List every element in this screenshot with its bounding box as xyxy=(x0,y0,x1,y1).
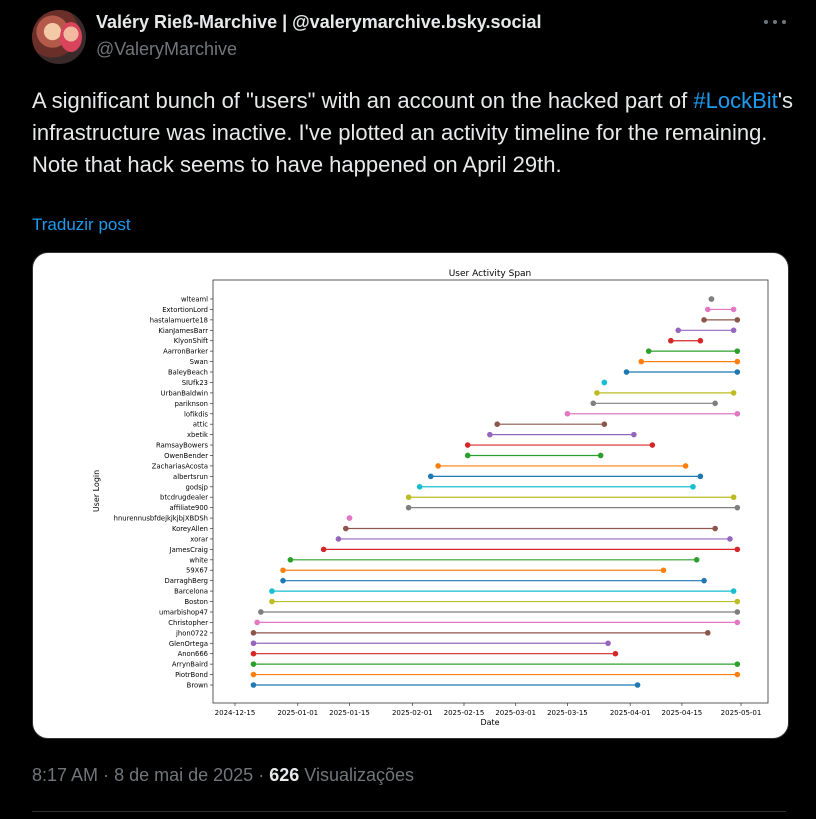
end-point-ZachariasAcosta xyxy=(683,463,689,469)
start-point-Christopher xyxy=(254,620,260,626)
post-meta xyxy=(32,765,414,786)
series-layer xyxy=(251,296,740,688)
end-point-JamesCraig xyxy=(735,547,741,553)
end-point-ArrynBaird xyxy=(735,661,741,667)
end-point-pariknson xyxy=(712,401,718,407)
x-ticks xyxy=(215,703,762,717)
end-point-jhon0722 xyxy=(705,630,711,636)
start-point-59X67 xyxy=(280,567,286,573)
y-tick-labels xyxy=(114,296,213,690)
hashtag-link[interactable]: #LockBit xyxy=(693,88,778,113)
start-point-KoreyAllen xyxy=(343,526,349,532)
y-axis-label: User Login xyxy=(92,469,101,513)
y-tick-label: ArrynBaird xyxy=(171,660,208,669)
y-tick-label: Boston xyxy=(184,598,208,607)
activity-chart xyxy=(33,253,788,738)
y-tick-label: pariknson xyxy=(174,399,208,408)
more-options-icon[interactable] xyxy=(764,14,786,30)
x-tick-label: 2025-01-15 xyxy=(329,709,370,717)
y-tick-label: lofikdis xyxy=(183,410,208,419)
end-point-xbetik xyxy=(631,432,637,438)
end-point-UrbanBaldwin xyxy=(731,390,737,396)
y-tick-label: Barcelona xyxy=(174,587,208,596)
y-tick-label: umarbishop47 xyxy=(158,608,208,617)
start-point-Anon666 xyxy=(251,651,257,657)
meta-separator: · xyxy=(103,765,110,785)
end-point-DarraghBerg xyxy=(701,578,707,584)
y-tick-label: xorar xyxy=(190,535,208,544)
end-point-lofikdis xyxy=(735,411,741,417)
start-point-xbetik xyxy=(487,432,493,438)
y-tick-label: JamesCraig xyxy=(169,545,208,554)
end-point-white xyxy=(694,557,700,563)
start-point-xorar xyxy=(336,536,342,542)
end-point-albertsrun xyxy=(698,474,704,480)
start-point-affiliate900 xyxy=(406,505,412,511)
start-point-Brown xyxy=(251,682,257,688)
start-point-GlenOrtega xyxy=(251,640,257,646)
end-point-hastalamuerte18 xyxy=(735,317,741,323)
x-tick-label: 2025-04-01 xyxy=(609,709,651,717)
start-point-albertsrun xyxy=(428,474,434,480)
x-tick-label: 2025-01-01 xyxy=(277,709,319,717)
translate-post-link[interactable]: Traduzir post xyxy=(32,215,131,234)
end-point-KoreyAllen xyxy=(712,526,718,532)
y-tick-label: white xyxy=(189,556,208,565)
y-tick-label: ExtortionLord xyxy=(162,305,208,314)
y-tick-label: btcdrugdealer xyxy=(160,493,208,502)
x-tick-label: 2025-02-01 xyxy=(391,709,433,717)
y-tick-label: GlenOrtega xyxy=(168,639,208,648)
start-point-ExtortionLord xyxy=(705,307,711,313)
start-point-UrbanBaldwin xyxy=(594,390,600,396)
start-point-attic xyxy=(494,421,500,427)
end-point-BaleyBeach xyxy=(735,369,741,375)
start-point-DarraghBerg xyxy=(280,578,286,584)
end-point-btcdrugdealer xyxy=(731,494,737,500)
start-point-umarbishop47 xyxy=(258,609,264,615)
start-point-OwenBender xyxy=(465,453,471,459)
y-tick-label: 59X67 xyxy=(186,566,208,575)
x-tick-label: 2025-05-01 xyxy=(720,709,762,717)
start-point-KlyonShift xyxy=(668,338,674,344)
y-tick-label: hnurennusbfdejkjkjbjXBDSh xyxy=(113,514,208,523)
x-tick-label: 2024-12-15 xyxy=(214,709,256,717)
end-point-OwenBender xyxy=(598,453,604,459)
start-point-ArrynBaird xyxy=(251,661,257,667)
y-tick-label: AarronBarker xyxy=(163,347,208,356)
start-point-white xyxy=(288,557,294,563)
end-point-PiotrBond xyxy=(735,672,741,678)
post-text-part2: 's infrastructure was inactive. I've plotted an activity timeline for the remaining. xyxy=(32,88,793,145)
y-tick-label: Anon666 xyxy=(177,650,208,659)
y-tick-label: RamsayBowers xyxy=(156,441,208,450)
start-point-ZachariasAcosta xyxy=(435,463,441,469)
start-point-Swan xyxy=(638,359,644,365)
views-count: 626 xyxy=(269,765,300,785)
y-tick-label: BaleyBeach xyxy=(168,368,208,377)
end-point-KlyonShift xyxy=(698,338,704,344)
plot-frame xyxy=(213,280,768,703)
start-point-jhon0722 xyxy=(251,630,257,636)
end-point-wlteaml xyxy=(709,296,715,302)
chart-title: User Activity Span xyxy=(448,269,532,279)
start-point-btcdrugdealer xyxy=(406,494,412,500)
end-point-Barcelona xyxy=(731,588,737,594)
start-point-Boston xyxy=(269,599,275,605)
y-tick-label: UrbanBaldwin xyxy=(160,389,208,398)
divider xyxy=(32,811,786,812)
start-point-hastalamuerte18 xyxy=(701,317,707,323)
post-text-line2: Note that hack seems to have happened on April 29th. xyxy=(32,152,562,177)
end-point-umarbishop47 xyxy=(735,609,741,615)
end-point-Christopher xyxy=(735,620,741,626)
end-point-RamsayBowers xyxy=(650,442,656,448)
end-point-KianJamesBarr xyxy=(731,327,737,333)
y-tick-label: affiliate900 xyxy=(169,504,208,513)
x-tick-label: 2025-04-15 xyxy=(661,709,703,717)
start-point-AarronBarker xyxy=(646,348,652,354)
start-point-RamsayBowers xyxy=(465,442,471,448)
y-tick-label: PiotrBond xyxy=(175,671,208,680)
meta-separator: · xyxy=(258,765,265,785)
post-time[interactable]: 8:17 AM xyxy=(32,765,99,785)
y-tick-label: hastalamuerte18 xyxy=(149,316,208,325)
y-tick-label: jhon0722 xyxy=(176,629,208,638)
start-point-pariknson xyxy=(590,401,596,407)
end-point-SIUfk23 xyxy=(602,380,608,386)
y-tick-label: SIUfk23 xyxy=(181,378,208,387)
start-point-BaleyBeach xyxy=(624,369,630,375)
y-tick-label: KoreyAllen xyxy=(171,525,208,534)
start-point-PiotrBond xyxy=(251,672,257,678)
end-point-attic xyxy=(602,421,608,427)
y-tick-label: OwenBender xyxy=(164,451,208,460)
y-tick-label: attic xyxy=(192,420,208,429)
end-point-Brown xyxy=(635,682,641,688)
end-point-GlenOrtega xyxy=(605,640,611,646)
end-point-hnurennusbfdejkjkjbjXBDSh xyxy=(347,515,353,521)
end-point-Anon666 xyxy=(613,651,619,657)
post-date[interactable]: 8 de mai de 2025 xyxy=(114,765,254,785)
end-point-godsjp xyxy=(690,484,696,490)
y-tick-label: ZachariasAcosta xyxy=(151,462,208,471)
end-point-affiliate900 xyxy=(735,505,741,511)
avatar[interactable] xyxy=(32,10,86,64)
start-point-lofikdis xyxy=(565,411,571,417)
y-tick-label: wlteaml xyxy=(181,295,208,304)
y-tick-label: Christopher xyxy=(168,618,208,627)
y-tick-label: albertsrun xyxy=(173,472,208,481)
y-tick-label: KlyonShift xyxy=(173,337,208,346)
y-tick-label: KianJamesBarr xyxy=(158,326,208,335)
start-point-Barcelona xyxy=(269,588,275,594)
y-tick-label: Swan xyxy=(189,358,208,367)
x-tick-label: 2025-03-01 xyxy=(495,709,537,717)
end-point-Swan xyxy=(735,359,741,365)
start-point-godsjp xyxy=(417,484,423,490)
post-text xyxy=(32,85,802,181)
end-point-59X67 xyxy=(661,567,667,573)
end-point-Boston xyxy=(735,599,741,605)
y-tick-label: godsjp xyxy=(185,483,208,492)
start-point-KianJamesBarr xyxy=(675,327,681,333)
x-axis-label: Date xyxy=(480,718,500,727)
end-point-xorar xyxy=(727,536,733,542)
views-label: Visualizações xyxy=(304,765,415,785)
y-tick-label: Brown xyxy=(186,681,208,690)
display-name[interactable]: Valéry Rieß-Marchive | @valerymarchive.bsky.social xyxy=(96,12,542,32)
end-point-ExtortionLord xyxy=(731,307,737,313)
start-point-JamesCraig xyxy=(321,547,327,553)
end-point-AarronBarker xyxy=(735,348,741,354)
post-text-part1: A significant bunch of "users" with an account on the hacked part of xyxy=(32,88,694,113)
y-tick-label: xbetik xyxy=(186,431,208,440)
x-tick-label: 2025-03-15 xyxy=(547,709,588,717)
x-tick-label: 2025-02-15 xyxy=(443,709,485,717)
media-image[interactable] xyxy=(32,252,789,739)
user-handle[interactable]: @ValeryMarchive xyxy=(96,39,237,59)
y-tick-label: DarraghBerg xyxy=(164,577,208,586)
